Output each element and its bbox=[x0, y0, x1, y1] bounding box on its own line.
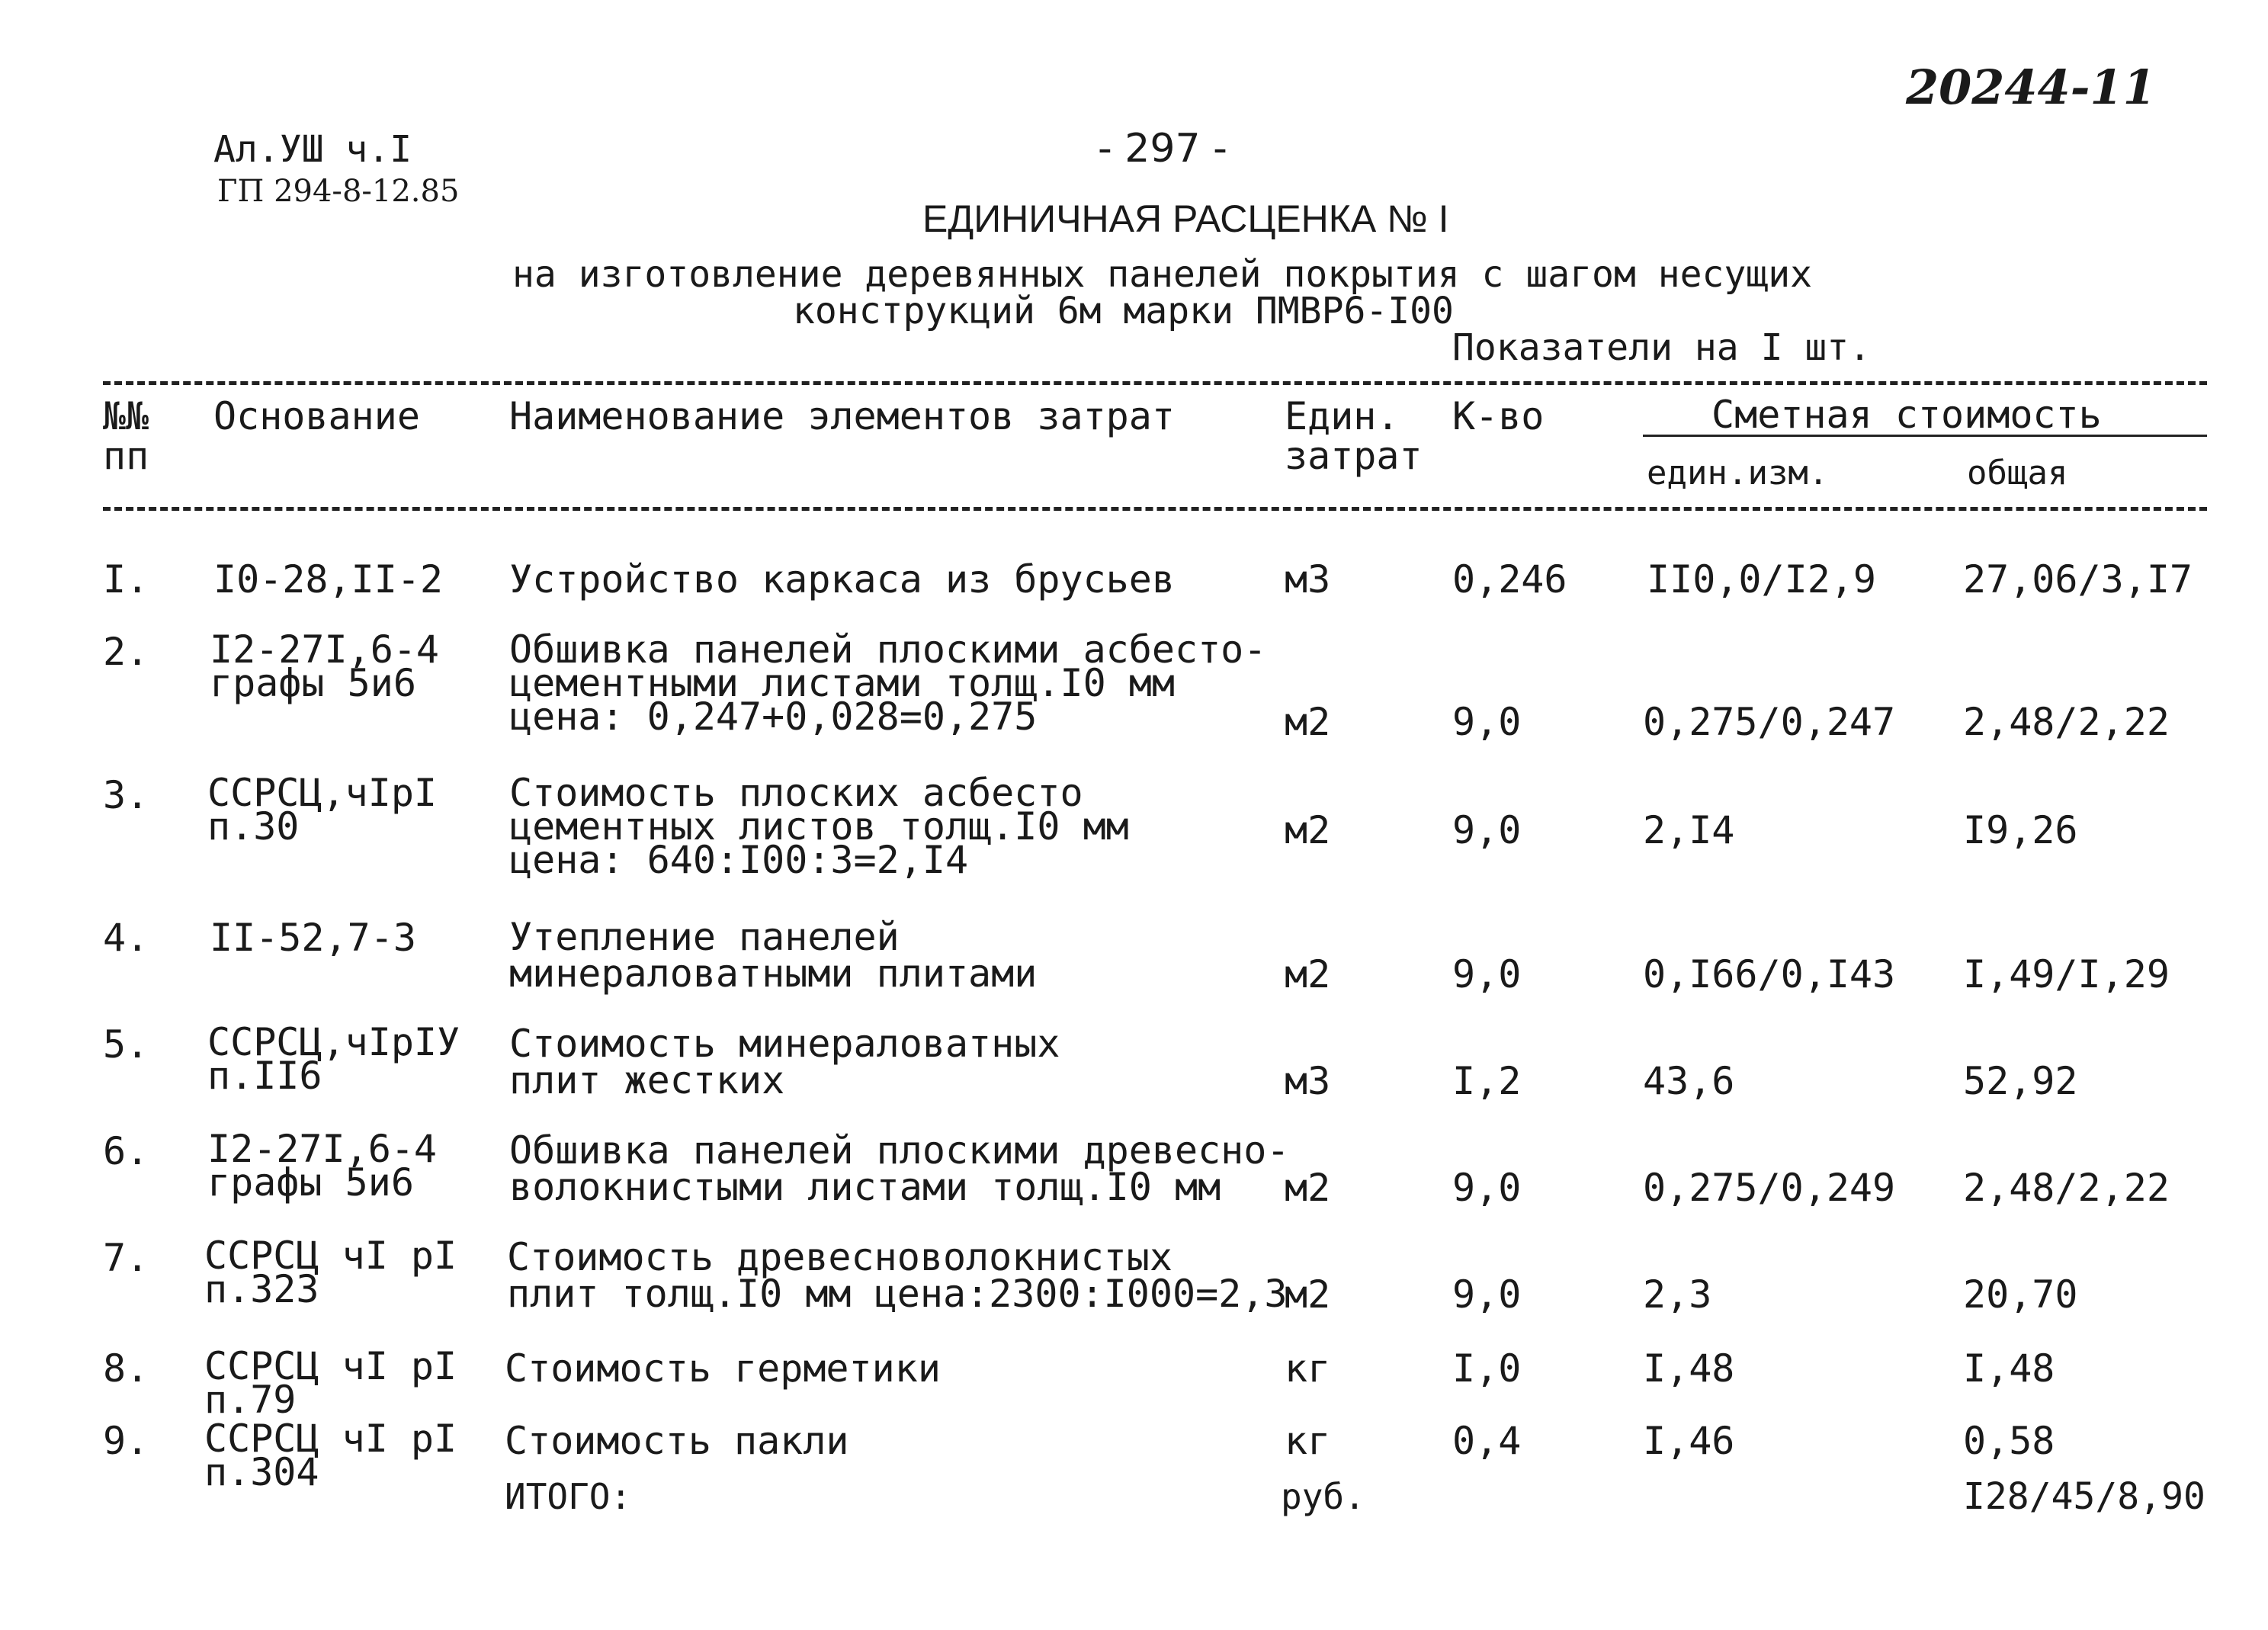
row-total: I,49/I,29 bbox=[1963, 952, 2170, 996]
total-label: ИТОГО: bbox=[505, 1476, 632, 1517]
row-total: 52,92 bbox=[1963, 1059, 2078, 1103]
subtitle-line-2: конструкций 6м марки ПМВР6-I00 bbox=[793, 290, 1454, 332]
row-unit-cost: 2,I4 bbox=[1643, 808, 1735, 852]
column-cost-total: общая bbox=[1967, 454, 2068, 493]
row-unit-cost: II0,0/I2,9 bbox=[1647, 557, 1877, 602]
document-number: 20244-11 bbox=[1906, 59, 2156, 115]
row-unit-cost: 0,I66/0,I43 bbox=[1643, 952, 1896, 996]
row-name: Обшивка панелей плоскими асбесто- цементными листами толщ.I0 мм цена: 0,247+0,028=0,275 bbox=[509, 627, 1267, 739]
row-number: 8. bbox=[103, 1346, 149, 1391]
row-unit: кг bbox=[1285, 1346, 1331, 1391]
row-unit-cost: 43,6 bbox=[1643, 1059, 1735, 1103]
row-unit-cost: 0,275/0,249 bbox=[1643, 1166, 1896, 1210]
row-unit: м2 bbox=[1285, 808, 1331, 852]
row-name: Обшивка панелей плоскими древесно- волокнистыми листами толщ.I0 мм bbox=[509, 1128, 1290, 1209]
row-unit: м2 bbox=[1285, 1272, 1331, 1317]
row-total: 20,70 bbox=[1963, 1272, 2078, 1317]
row-basis: I2-27I,6-4 графы 5и6 bbox=[210, 627, 440, 705]
row-unit: м2 bbox=[1285, 952, 1331, 996]
row-number: 4. bbox=[103, 916, 149, 960]
row-name: Стоимость герметики bbox=[505, 1346, 941, 1391]
table-top-rule bbox=[103, 381, 2207, 385]
row-total: I9,26 bbox=[1963, 808, 2078, 852]
row-number: 7. bbox=[103, 1236, 149, 1280]
row-basis: II-52,7-3 bbox=[210, 916, 416, 960]
row-qty: 0,4 bbox=[1452, 1419, 1522, 1463]
row-basis: ССРСЦ чI рI п.79 bbox=[204, 1344, 457, 1422]
column-name: Наименование элементов затрат bbox=[509, 394, 1175, 438]
row-name: Стоимость минераловатных плит жестких bbox=[509, 1022, 1060, 1102]
row-name: Стоимость древесноволокнистых плит толщ.I0 мм цена:2300:I000=2,3 bbox=[507, 1235, 1288, 1316]
row-number: 6. bbox=[103, 1129, 149, 1173]
row-unit: кг bbox=[1285, 1419, 1331, 1463]
row-basis: ССРСЦ,чIрI п.30 bbox=[207, 771, 438, 849]
row-unit: м3 bbox=[1285, 1059, 1331, 1103]
header-bottom-rule bbox=[103, 507, 2207, 511]
row-name: Стоимость пакли bbox=[505, 1419, 849, 1463]
total-unit: руб. bbox=[1281, 1476, 1365, 1517]
album-reference: Ал.УШ ч.I bbox=[213, 128, 412, 171]
page-number: - 297 - bbox=[1098, 126, 1227, 172]
row-unit: м2 bbox=[1285, 1166, 1331, 1210]
row-name: Стоимость плоских асбесто цементных листов толщ.I0 мм цена: 640:I00:3=2,I4 bbox=[509, 771, 1129, 882]
row-basis: ССРСЦ чI рI п.304 bbox=[204, 1417, 457, 1494]
column-cost-group: Сметная стоимость bbox=[1711, 393, 2102, 437]
row-total: 2,48/2,22 bbox=[1963, 1166, 2170, 1210]
row-number: I. bbox=[103, 557, 149, 602]
row-qty: 9,0 bbox=[1452, 1272, 1522, 1317]
row-total: I,48 bbox=[1963, 1346, 2055, 1391]
row-qty: 9,0 bbox=[1452, 808, 1522, 852]
row-qty: I,0 bbox=[1452, 1346, 1522, 1391]
row-basis: ССРСЦ чI рI п.323 bbox=[204, 1234, 457, 1311]
row-name: Утепление панелей минераловатными плитами bbox=[509, 915, 1038, 996]
row-qty: I,2 bbox=[1452, 1059, 1522, 1103]
row-basis: I0-28,II-2 bbox=[213, 557, 444, 602]
row-total: 27,06/3,I7 bbox=[1963, 557, 2193, 602]
column-qty: К-во bbox=[1452, 394, 1545, 438]
row-unit-cost: 2,3 bbox=[1643, 1272, 1712, 1317]
project-reference: ГП 294-8-12.85 bbox=[217, 174, 460, 209]
column-unit: Един. затрат bbox=[1285, 394, 1423, 478]
row-number: 2. bbox=[103, 630, 149, 674]
row-number: 9. bbox=[103, 1419, 149, 1463]
row-qty: 0,246 bbox=[1452, 557, 1567, 602]
column-num: №№ пп bbox=[103, 394, 149, 478]
row-total: 0,58 bbox=[1963, 1419, 2055, 1463]
column-basis: Основание bbox=[213, 394, 420, 438]
row-name: Устройство каркаса из брусьев bbox=[509, 557, 1175, 602]
row-basis: ССРСЦ,чIрIУ п.II6 bbox=[207, 1020, 460, 1098]
row-qty: 9,0 bbox=[1452, 952, 1522, 996]
row-unit-cost: 0,275/0,247 bbox=[1643, 700, 1896, 744]
page-title: ЕДИНИЧНАЯ РАСЦЕНКА № I bbox=[922, 197, 1449, 240]
row-qty: 9,0 bbox=[1452, 700, 1522, 744]
row-unit: м3 bbox=[1285, 557, 1331, 602]
row-unit-cost: I,46 bbox=[1643, 1419, 1735, 1463]
total-value: I28/45/8,90 bbox=[1963, 1475, 2205, 1518]
row-unit: м2 bbox=[1285, 700, 1331, 744]
row-number: 3. bbox=[103, 773, 149, 817]
row-number: 5. bbox=[103, 1022, 149, 1067]
subtitle-line-1: на изготовление деревянных панелей покрытия с шагом несущих bbox=[512, 253, 1813, 296]
row-unit-cost: I,48 bbox=[1643, 1346, 1735, 1391]
row-qty: 9,0 bbox=[1452, 1166, 1522, 1210]
row-total: 2,48/2,22 bbox=[1963, 700, 2170, 744]
column-cost-unit: един.изм. bbox=[1647, 454, 1829, 493]
row-basis: I2-27I,6-4 графы 5и6 bbox=[207, 1127, 438, 1205]
indicators-note: Показатели на I шт. bbox=[1452, 326, 1872, 369]
